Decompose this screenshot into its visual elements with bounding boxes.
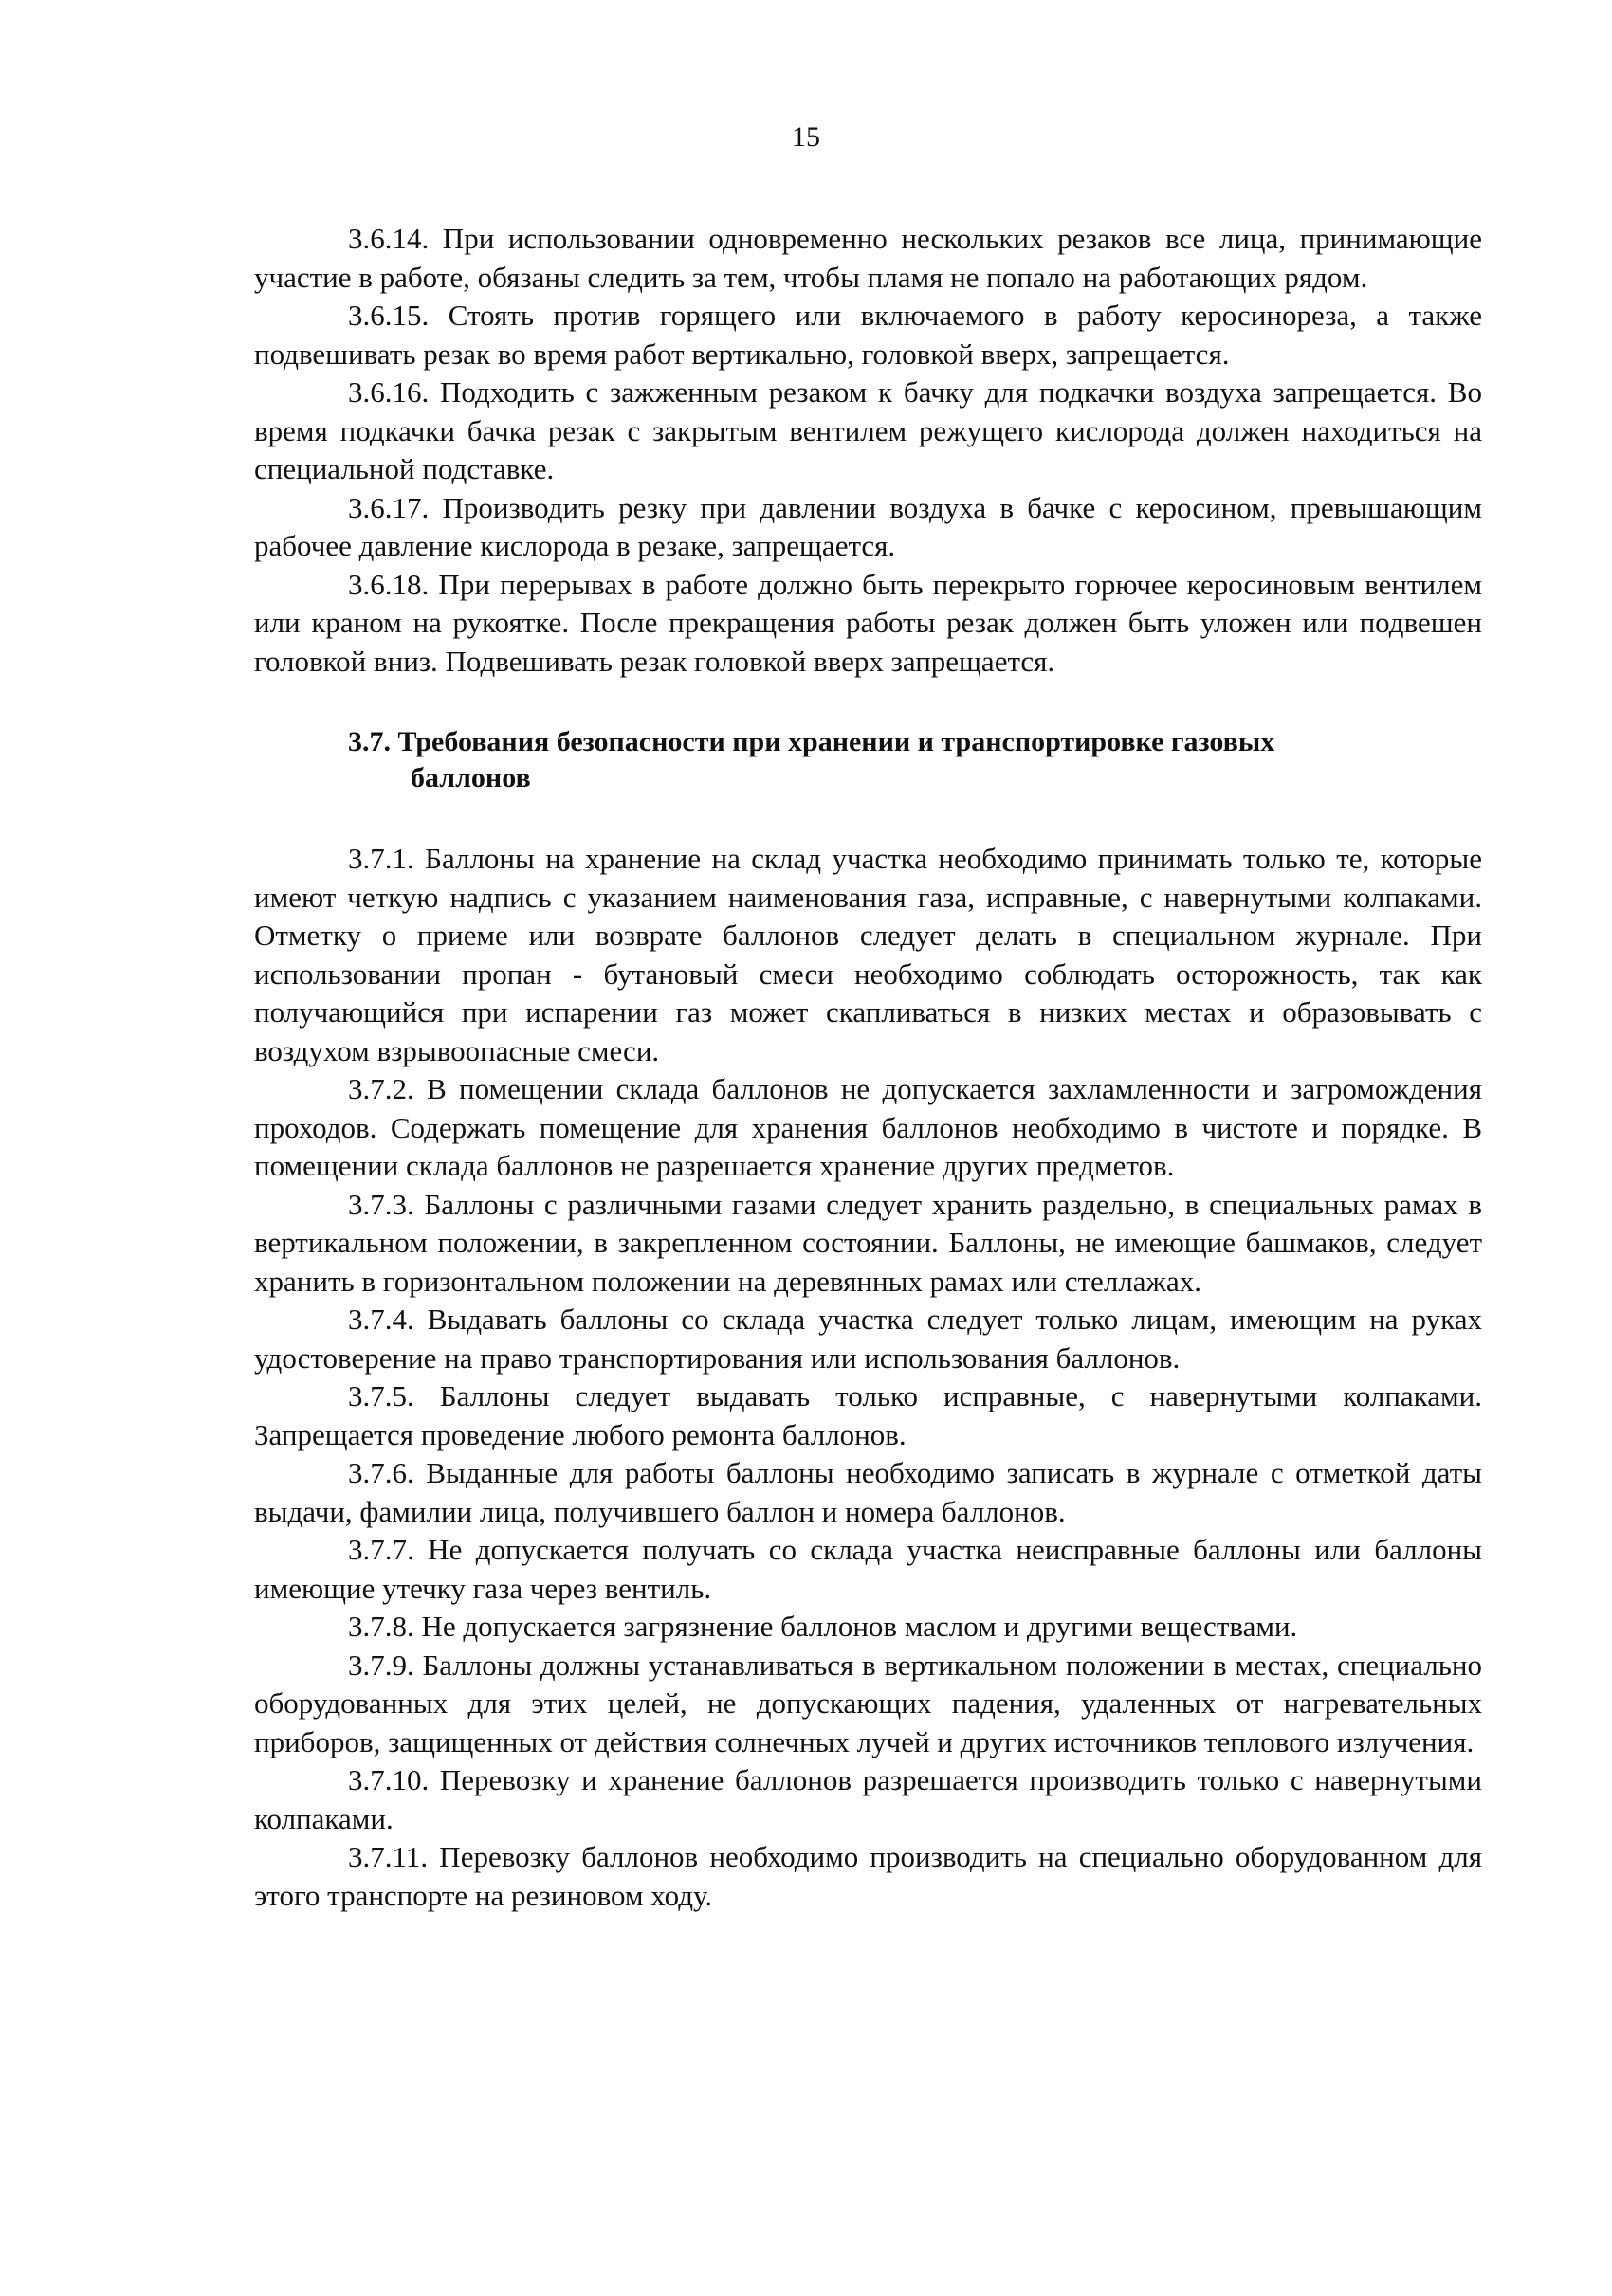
paragraph-3-7-3: 3.7.3. Баллоны с различными газами следует хранить раздельно, в специальных рамах в вертикальном положении, в закрепленном состоянии. Баллоны, не имеющие башмаков, следует хранить в горизонтальном положении на деревянных рамах или стеллажах. xyxy=(254,1187,1482,1298)
paragraph-3-7-2: 3.7.2. В помещении склада баллонов не допускается захламленности и загромождения проходов. Содержать помещение для хранения баллонов необходимо в чистоте и порядке. В помещении склада баллонов не разрешается хранение других предметов. xyxy=(254,1072,1482,1182)
paragraph-3-6-14: 3.6.14. При использовании одновременно нескольких резаков все лица, принимающие участие в работе, обязаны следить за тем, чтобы пламя не попало на работающих рядом. xyxy=(254,222,1482,294)
paragraph-3-7-6: 3.7.6. Выданные для работы баллоны необходимо записать в журнале с отметкой даты выдачи, фамилии лица, получившего баллон и номера баллонов. xyxy=(254,1456,1482,1528)
page-number: 15 xyxy=(792,121,820,153)
paragraph-3-6-17: 3.6.17. Производить резку при давлении воздуха в бачке с керосином, превышающим рабочее давление кислорода в резаке, запрещается. xyxy=(254,490,1482,562)
paragraph-3-6-18: 3.6.18. При перерывах в работе должно быть перекрыто горючее керосиновым вентилем или краном на рукоятке. После прекращения работы резак должен быть уложен или подвешен головкой вниз. Подвешивать резак головкой вверх запрещается. xyxy=(254,567,1482,678)
paragraph-3-7-9: 3.7.9. Баллоны должны устанавливаться в вертикальном положении в местах, специально оборудованных для этих целей, не допускающих падения, удаленных от нагревательных приборов, защищенных от действия солнечных лучей и других источников теплового излучения. xyxy=(254,1648,1482,1758)
paragraph-3-7-4: 3.7.4. Выдавать баллоны со склада участка следует только лицам, имеющим на руках удостоверение на право транспортирования или использования баллонов. xyxy=(254,1303,1482,1375)
paragraph-3-6-15: 3.6.15. Стоять против горящего или включаемого в работу керосинореза, а также подвешивать резак во время работ вертикально, головкой вверх, запрещается. xyxy=(254,299,1482,371)
paragraph-3-7-10: 3.7.10. Перевозку и хранение баллонов разрешается производить только с навернутыми колпаками. xyxy=(254,1763,1482,1835)
section-heading-line1: 3.7. Требования безопасности при хранении и транспортировке газовых xyxy=(348,726,1275,757)
paragraph-3-7-11: 3.7.11. Перевозку баллонов необходимо производить на специально оборудованном для этого транспорте на резиновом ходу. xyxy=(254,1840,1482,1912)
paragraph-3-6-16: 3.6.16. Подходить с зажженным резаком к бачку для подкачки воздуха запрещается. Во время подкачки бачка резак с закрытым вентилем режущего кислорода должен находиться на специальной подставке. xyxy=(254,375,1482,485)
paragraph-3-7-1: 3.7.1. Баллоны на хранение на склад участка необходимо принимать только те, которые имеют четкую надпись с указанием наименования газа, исправные, с навернутыми колпаками. Отметку о приеме или возврате баллонов следует делать в специальном журнале. При использовании пропан - бутановый смеси необходимо соблюдать осторожность, так как получающийся при испарении газ может скапливаться в низких местах и образовывать с воздухом взрывоопасные смеси. xyxy=(254,842,1482,1067)
section-heading-3-7 xyxy=(254,724,1482,796)
document-body xyxy=(254,220,1482,1915)
paragraph-3-7-5: 3.7.5. Баллоны следует выдавать только исправные, с навернутыми колпаками. Запрещается проведение любого ремонта баллонов. xyxy=(254,1379,1482,1451)
paragraph-3-7-7: 3.7.7. Не допускается получать со склада участка неисправные баллоны или баллоны имеющие утечку газа через вентиль. xyxy=(254,1533,1482,1605)
section-heading-line2: баллонов xyxy=(411,762,531,793)
paragraph-3-7-8: 3.7.8. Не допускается загрязнение баллонов маслом и другими веществами. xyxy=(348,1610,1298,1643)
